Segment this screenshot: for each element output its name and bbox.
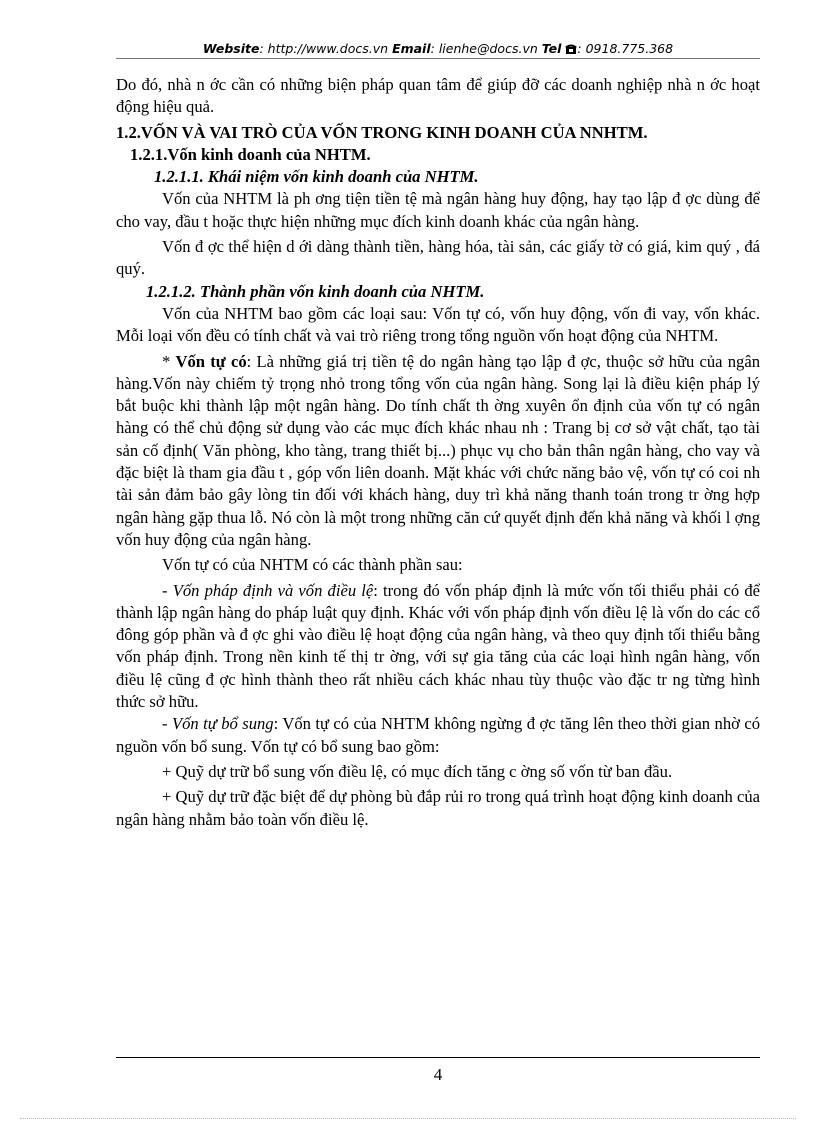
paragraph-forms: Vốn đ ợc thể hiện d ới dàng thành tiền, hàng hóa, tài sản, các giấy tờ có giá, kim quý , đá quý. bbox=[116, 237, 760, 279]
phone-icon bbox=[565, 41, 577, 59]
website-label: Website bbox=[202, 41, 260, 56]
supplementary-capital-text: : Vốn tự có của NHTM không ngừng đ ợc tăng lên theo thời gian nhờ có nguồn vốn bổ sung. Vốn tự có bổ sung bao gồm: bbox=[116, 714, 761, 756]
tel-label: Tel bbox=[541, 41, 562, 56]
header-divider bbox=[116, 58, 760, 59]
page-header bbox=[116, 40, 760, 59]
list-item-reserve-fund: + Quỹ dự trữ bổ sung vốn điều lệ, có mục đích tăng c ờng số vốn từ ban đầu. bbox=[162, 761, 673, 781]
paragraph-charter-capital bbox=[116, 580, 760, 714]
paragraph-components: Vốn của NHTM bao gồm các loại sau: Vốn tự có, vốn huy động, vốn đi vay, vốn khác. Mỗi loại vốn đều có tính chất và vai trò riêng trong tổng nguồn vốn hoạt động của NHTM. bbox=[116, 303, 760, 346]
tel-value: : 0918.775.368 bbox=[577, 41, 674, 56]
page-number: 4 bbox=[433, 1065, 443, 1084]
heading-1-2-1: 1.2.1.Vốn kinh doanh của NHTM. bbox=[130, 144, 371, 164]
paragraph-own-capital-parts: Vốn tự có của NHTM có các thành phần sau: bbox=[162, 555, 463, 575]
paragraph-supplementary-capital bbox=[116, 713, 760, 758]
paragraph-intro: Do đó, nhà n ớc cần có những biện pháp quan tâm để giúp đỡ các doanh nghiệp nhà n ớc hoạt động hiệu quả. bbox=[116, 75, 760, 117]
bullet-star: * bbox=[162, 351, 176, 371]
paragraph-definition: Vốn của NHTM là ph ơng tiện tiền tệ mà ngân hàng huy động, hay tạo lập đ ợc dùng để cho vay, đầu t hoặc thực hiện những mục đích kinh doanh khác của ngân hàng. bbox=[116, 189, 760, 231]
charter-capital-text: : trong đó vốn pháp định là mức vốn tối thiểu phải có để thành lập ngân hàng do pháp luật quy định. Khác với vốn pháp định vốn điều lệ là vốn do các cổ đông góp phần và đ ợc ghi vào điều lệ hoạt động của ngân hàng, và theo quy định tối thiểu bằng vốn pháp định. Trong nền kinh tế thị tr ờng, với sự gia tăng của các loại hình ngân hàng, vốn điều lệ cũng đ ợc hình thành theo rất nhiều cách khác nhau tùy thuộc vào đặc tr ng từng hình thức sở hữu. bbox=[116, 580, 760, 712]
term-own-capital: Vốn tự có bbox=[175, 351, 247, 371]
paragraph-own-capital bbox=[116, 351, 760, 552]
email-label: Email bbox=[392, 41, 431, 56]
document-body bbox=[116, 74, 760, 831]
email-value: : lienhe@docs.vn bbox=[430, 41, 538, 56]
own-capital-text: : Là những giá trị tiền tệ do ngân hàng tạo lập đ ợc, thuộc sở hữu của ngân hàng.Vốn này chiếm tỷ trọng nhỏ trong tổng vốn của ngân hàng. Song lại là điều kiện pháp lý bắt buộc khi thành lập một ngân hàng. Do tính chất th ờng xuyên ổn định của vốn tự có ngân hàng có thể chủ động sử dụng vào các mục đích khác nhau nh : Trang bị cơ sở vật chất, tạo tài sản cố định( Văn phòng, kho tàng, trang thiết bị...) phục vụ cho bản thân ngân hàng, cho vay và đặc biệt là tham gia đầu t , góp vốn liên doanh. Mặt khác với chức năng bảo vệ, vốn tự có coi nh tài sản đảm bảo gây lòng tin đối với khách hàng, duy trì khả năng thanh toán trong tr ờng hợp ngân hàng gặp thua lỗ. Nó còn là một trong những căn cứ quyết định đến khả năng và khối l ợng vốn huy động của ngân hàng. bbox=[116, 351, 761, 549]
heading-1-2-1-1: 1.2.1.1. Khái niệm vốn kinh doanh của NHTM. bbox=[154, 167, 479, 187]
term-supplementary-capital: - Vốn tự bổ sung bbox=[162, 714, 274, 734]
heading-1-2: 1.2.VỐN VÀ VAI TRÒ CỦA VỐN TRONG KINH DOANH CỦA NNHTM. bbox=[116, 122, 648, 142]
website-value: : http://www.docs.vn bbox=[259, 41, 389, 56]
page-edge-dots bbox=[20, 1118, 796, 1119]
list-item-special-reserve: + Quỹ dự trữ đặc biệt để dự phòng bù đắp rủi ro trong quá trình hoạt động kinh doanh của ngân hàng nhằm bảo toàn vốn điều lệ. bbox=[116, 787, 760, 829]
term-charter-capital: - Vốn pháp định và vốn điều lệ bbox=[162, 580, 374, 600]
heading-1-2-1-2: 1.2.1.2. Thành phần vốn kinh doanh của NHTM. bbox=[146, 281, 485, 301]
footer-divider bbox=[116, 1057, 760, 1058]
